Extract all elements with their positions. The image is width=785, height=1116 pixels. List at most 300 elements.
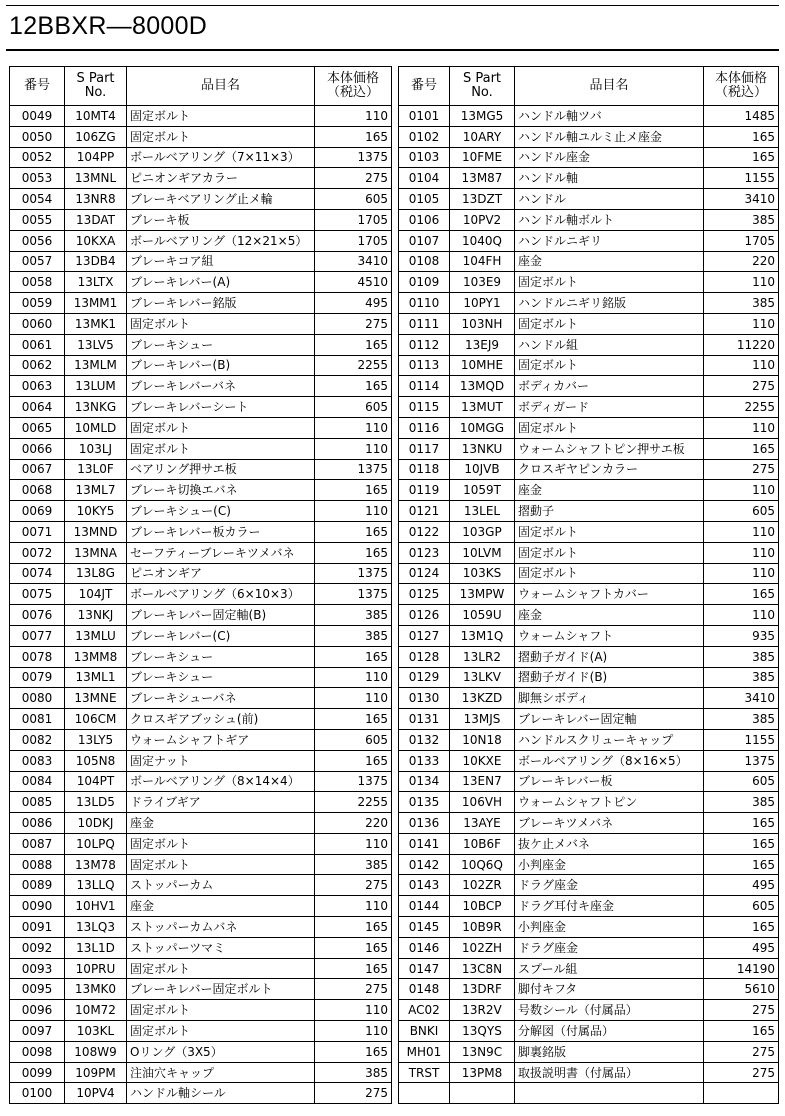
cell-part-no: 106CM — [65, 709, 127, 730]
header-price — [315, 67, 392, 106]
table-row — [10, 771, 392, 792]
header-part-no — [450, 67, 515, 106]
table-row — [399, 875, 779, 896]
cell-item-name: ブレーキシュー — [127, 646, 315, 667]
table-row — [10, 917, 392, 938]
cell-number: 0108 — [399, 251, 450, 272]
table-row — [399, 168, 779, 189]
table-row — [399, 584, 779, 605]
header-price-line1: 本体価格 — [714, 70, 767, 86]
cell-number: 0130 — [399, 688, 450, 709]
cell-part-no: 13MPW — [450, 584, 515, 605]
cell-part-no: 10DKJ — [65, 813, 127, 834]
cell-item-name: ウォームシャフト — [515, 625, 704, 646]
cell-number: 0106 — [399, 209, 450, 230]
cell-number: 0133 — [399, 750, 450, 771]
cell-part-no: 105N8 — [65, 750, 127, 771]
table-row — [10, 397, 392, 418]
cell-part-no: 13M78 — [65, 854, 127, 875]
cell-number: TRST — [399, 1062, 450, 1083]
table-row — [10, 106, 392, 127]
cell-item-name: ボールベアリング（8×16×5） — [515, 750, 704, 771]
cell-part-no: 13MM8 — [65, 646, 127, 667]
cell-part-no: 13LTX — [65, 272, 127, 293]
cell-number — [399, 1083, 450, 1104]
table-row — [399, 937, 779, 958]
cell-number: AC02 — [399, 1000, 450, 1021]
cell-price: 1485 — [704, 106, 779, 127]
cell-part-no: 13MK1 — [65, 313, 127, 334]
header-price — [704, 67, 779, 106]
cell-number: 0095 — [10, 979, 65, 1000]
cell-price: 110 — [704, 563, 779, 584]
cell-item-name: ドラグ座金 — [515, 875, 704, 896]
cell-number: 0124 — [399, 563, 450, 584]
cell-number: 0099 — [10, 1062, 65, 1083]
cell-part-no: 10FME — [450, 147, 515, 168]
cell-item-name: ハンドル — [515, 189, 704, 210]
cell-number: 0054 — [10, 189, 65, 210]
cell-item-name: ボールベアリング（7×11×3） — [127, 147, 315, 168]
table-row — [399, 1021, 779, 1042]
cell-item-name: ブレーキレバーバネ — [127, 376, 315, 397]
cell-number: 0056 — [10, 230, 65, 251]
cell-price: 385 — [315, 1062, 392, 1083]
cell-number: 0135 — [399, 792, 450, 813]
cell-part-no: 13MJS — [450, 709, 515, 730]
cell-number: 0098 — [10, 1041, 65, 1062]
cell-price: 1705 — [315, 230, 392, 251]
table-row — [10, 896, 392, 917]
cell-part-no: 103E9 — [450, 272, 515, 293]
cell-item-name: ハンドルニギリ銘版 — [515, 293, 704, 314]
cell-part-no: 103GP — [450, 521, 515, 542]
cell-part-no: 13LV5 — [65, 334, 127, 355]
table-row — [10, 126, 392, 147]
cell-price: 165 — [315, 958, 392, 979]
page-title: 12BBXR—8000D — [9, 12, 208, 40]
cell-part-no: 103LJ — [65, 438, 127, 459]
cell-item-name: ハンドル座金 — [515, 147, 704, 168]
cell-price: 165 — [315, 521, 392, 542]
table-row — [399, 209, 779, 230]
cell-number: 0104 — [399, 168, 450, 189]
cell-price: 165 — [315, 334, 392, 355]
cell-part-no: 13NR8 — [65, 189, 127, 210]
cell-price: 220 — [315, 813, 392, 834]
table-row — [399, 854, 779, 875]
table-row — [399, 480, 779, 501]
cell-number: 0143 — [399, 875, 450, 896]
cell-item-name: 摺動子ガイド(B) — [515, 667, 704, 688]
cell-part-no: 104FH — [450, 251, 515, 272]
table-row — [399, 625, 779, 646]
cell-item-name: 脚付キフタ — [515, 979, 704, 1000]
cell-price: 605 — [704, 896, 779, 917]
cell-part-no: 104JT — [65, 584, 127, 605]
cell-number: 0112 — [399, 334, 450, 355]
header-item-name: 品目名 — [515, 67, 704, 106]
cell-price: 605 — [315, 189, 392, 210]
cell-part-no: 10PRU — [65, 958, 127, 979]
cell-item-name: ブレーキ板 — [127, 209, 315, 230]
cell-price: 275 — [315, 168, 392, 189]
cell-number: 0103 — [399, 147, 450, 168]
cell-item-name: 固定ボルト — [515, 313, 704, 334]
header-price-line2: （税込） — [714, 85, 767, 100]
cell-item-name: 号数シール（付属品） — [515, 1000, 704, 1021]
cell-item-name: ブレーキレバーシート — [127, 397, 315, 418]
cell-item-name: ボディガード — [515, 397, 704, 418]
cell-price: 110 — [315, 1000, 392, 1021]
cell-number: 0100 — [10, 1083, 65, 1104]
table-row — [399, 646, 779, 667]
table-row — [399, 459, 779, 480]
cell-price: 110 — [315, 667, 392, 688]
parts-table-right — [398, 66, 779, 1104]
table-row — [399, 605, 779, 626]
cell-part-no: 10KY5 — [65, 501, 127, 522]
table-row — [399, 397, 779, 418]
cell-number: 0105 — [399, 189, 450, 210]
cell-number: 0065 — [10, 417, 65, 438]
cell-item-name: 固定ボルト — [515, 563, 704, 584]
table-row — [399, 792, 779, 813]
cell-number: BNKI — [399, 1021, 450, 1042]
table-row — [399, 272, 779, 293]
cell-part-no: 13ML1 — [65, 667, 127, 688]
cell-price: 165 — [704, 438, 779, 459]
cell-number: 0122 — [399, 521, 450, 542]
cell-item-name: 抜ケ止メバネ — [515, 833, 704, 854]
table-row — [10, 625, 392, 646]
cell-part-no: 13M87 — [450, 168, 515, 189]
table-row — [399, 896, 779, 917]
parts-table-left — [9, 66, 392, 1104]
cell-number: 0101 — [399, 106, 450, 127]
table-row — [10, 189, 392, 210]
cell-part-no: 13MND — [65, 521, 127, 542]
cell-price: 2255 — [315, 792, 392, 813]
cell-part-no: 13LQ3 — [65, 917, 127, 938]
cell-item-name: ドラグ座金 — [515, 937, 704, 958]
cell-price: 110 — [315, 106, 392, 127]
cell-price: 165 — [704, 1021, 779, 1042]
cell-price: 1375 — [315, 563, 392, 584]
cell-number: MH01 — [399, 1041, 450, 1062]
cell-part-no: 10PY1 — [450, 293, 515, 314]
cell-item-name: 座金 — [127, 896, 315, 917]
cell-number: 0063 — [10, 376, 65, 397]
cell-price: 110 — [704, 542, 779, 563]
cell-part-no: 13LD5 — [65, 792, 127, 813]
cell-price: 385 — [315, 605, 392, 626]
cell-item-name: 固定ボルト — [127, 126, 315, 147]
cell-item-name: ドライブギア — [127, 792, 315, 813]
cell-item-name: ブレーキレバー固定軸 — [515, 709, 704, 730]
cell-price: 110 — [315, 417, 392, 438]
cell-number: 0127 — [399, 625, 450, 646]
cell-number: 0107 — [399, 230, 450, 251]
table-row — [10, 230, 392, 251]
table-row — [399, 106, 779, 127]
cell-part-no: 13NKU — [450, 438, 515, 459]
table-row — [10, 417, 392, 438]
cell-price: 275 — [704, 1000, 779, 1021]
cell-part-no: 13MUT — [450, 397, 515, 418]
cell-number: 0111 — [399, 313, 450, 334]
cell-price: 165 — [315, 480, 392, 501]
cell-part-no: 13EN7 — [450, 771, 515, 792]
cell-price: 1375 — [315, 459, 392, 480]
cell-item-name: ハンドル軸ツバ — [515, 106, 704, 127]
cell-number: 0132 — [399, 729, 450, 750]
cell-price: 495 — [704, 937, 779, 958]
cell-part-no: 10KXA — [65, 230, 127, 251]
cell-part-no: 10Q6Q — [450, 854, 515, 875]
cell-item-name: 固定ボルト — [515, 542, 704, 563]
cell-number: 0134 — [399, 771, 450, 792]
cell-price: 275 — [315, 313, 392, 334]
cell-number: 0136 — [399, 813, 450, 834]
cell-price: 275 — [315, 979, 392, 1000]
cell-price: 4510 — [315, 272, 392, 293]
cell-item-name: ウォームシャフトカバー — [515, 584, 704, 605]
table-row — [399, 334, 779, 355]
table-row — [399, 417, 779, 438]
cell-part-no: 13NKG — [65, 397, 127, 418]
cell-part-no: 10MT4 — [65, 106, 127, 127]
cell-price: 1375 — [704, 750, 779, 771]
cell-item-name: 座金 — [515, 251, 704, 272]
table-row — [399, 147, 779, 168]
cell-part-no: 13EJ9 — [450, 334, 515, 355]
cell-item-name: 固定ボルト — [515, 417, 704, 438]
cell-part-no: 13L0F — [65, 459, 127, 480]
table-row — [10, 334, 392, 355]
table-row — [399, 438, 779, 459]
cell-price: 11220 — [704, 334, 779, 355]
header-price-line1: 本体価格 — [326, 70, 379, 86]
cell-price: 385 — [704, 646, 779, 667]
cell-price: 935 — [704, 625, 779, 646]
cell-part-no: 13R2V — [450, 1000, 515, 1021]
cell-price: 385 — [315, 854, 392, 875]
cell-part-no: 106VH — [450, 792, 515, 813]
header-part-line1: S Part — [462, 70, 502, 86]
cell-number: 0114 — [399, 376, 450, 397]
header-row — [10, 67, 392, 106]
cell-number: 0069 — [10, 501, 65, 522]
cell-number: 0075 — [10, 584, 65, 605]
cell-number: 0123 — [399, 542, 450, 563]
cell-number: 0083 — [10, 750, 65, 771]
cell-number: 0077 — [10, 625, 65, 646]
cell-item-name: ブレーキレバー(A) — [127, 272, 315, 293]
table-row — [10, 209, 392, 230]
table-row — [399, 542, 779, 563]
cell-number: 0060 — [10, 313, 65, 334]
cell-item-name: ハンドル軸ボルト — [515, 209, 704, 230]
cell-part-no: 13MK0 — [65, 979, 127, 1000]
table-row — [10, 584, 392, 605]
cell-item-name: ブレーキレバー板カラー — [127, 521, 315, 542]
table-row — [10, 605, 392, 626]
table-row — [10, 168, 392, 189]
cell-part-no: 13MQD — [450, 376, 515, 397]
table-row — [399, 189, 779, 210]
cell-part-no: 13AYE — [450, 813, 515, 834]
cell-number: 0113 — [399, 355, 450, 376]
table-row — [399, 355, 779, 376]
cell-item-name: 固定ボルト — [515, 521, 704, 542]
cell-item-name: ストッパーカムバネ — [127, 917, 315, 938]
cell-part-no: 104PT — [65, 771, 127, 792]
cell-item-name: 脚裏銘版 — [515, 1041, 704, 1062]
cell-number: 0084 — [10, 771, 65, 792]
cell-item-name: 分解図（付属品） — [515, 1021, 704, 1042]
cell-item-name: スプール組 — [515, 958, 704, 979]
cell-item-name: ハンドルスクリューキャップ — [515, 729, 704, 750]
cell-price: 165 — [315, 750, 392, 771]
cell-price: 110 — [315, 1021, 392, 1042]
cell-part-no: 10HV1 — [65, 896, 127, 917]
cell-price: 220 — [704, 251, 779, 272]
cell-part-no: 13C8N — [450, 958, 515, 979]
cell-number: 0121 — [399, 501, 450, 522]
table-row — [10, 1083, 392, 1104]
cell-price: 165 — [315, 126, 392, 147]
table-row — [10, 792, 392, 813]
cell-price: 605 — [704, 501, 779, 522]
cell-part-no: 10MHE — [450, 355, 515, 376]
cell-number: 0115 — [399, 397, 450, 418]
cell-number: 0062 — [10, 355, 65, 376]
table-row — [10, 750, 392, 771]
cell-number: 0116 — [399, 417, 450, 438]
cell-number: 0144 — [399, 896, 450, 917]
cell-part-no: 10MGG — [450, 417, 515, 438]
cell-item-name: 摺動子 — [515, 501, 704, 522]
cell-part-no: 102ZR — [450, 875, 515, 896]
cell-number: 0081 — [10, 709, 65, 730]
cell-part-no: 13DAT — [65, 209, 127, 230]
table-row — [399, 521, 779, 542]
cell-item-name: ブレーキシュー — [127, 667, 315, 688]
cell-item-name: ピニオンギア — [127, 563, 315, 584]
cell-number: 0089 — [10, 875, 65, 896]
cell-price: 110 — [315, 688, 392, 709]
table-row — [10, 521, 392, 542]
cell-number: 0061 — [10, 334, 65, 355]
top-rule — [6, 5, 779, 6]
table-row — [10, 729, 392, 750]
cell-number: 0118 — [399, 459, 450, 480]
cell-price: 3410 — [704, 189, 779, 210]
cell-item-name: ハンドル軸シール — [127, 1083, 315, 1104]
cell-price: 2255 — [315, 355, 392, 376]
cell-item-name: ストッパーツマミ — [127, 937, 315, 958]
table-row — [10, 293, 392, 314]
cell-price: 110 — [704, 417, 779, 438]
cell-part-no: 13LUM — [65, 376, 127, 397]
cell-price: 495 — [704, 875, 779, 896]
table-row — [10, 459, 392, 480]
cell-price: 1705 — [704, 230, 779, 251]
cell-item-name: クロスギヤピンカラー — [515, 459, 704, 480]
cell-price: 110 — [315, 438, 392, 459]
cell-item-name: ブレーキレバー(C) — [127, 625, 315, 646]
cell-part-no: 13MNA — [65, 542, 127, 563]
cell-part-no: 10ARY — [450, 126, 515, 147]
table-row — [10, 958, 392, 979]
cell-item-name: ウォームシャフトピン押サエ板 — [515, 438, 704, 459]
cell-price — [704, 1083, 779, 1104]
table-row — [399, 813, 779, 834]
table-row — [10, 667, 392, 688]
cell-part-no: 104PP — [65, 147, 127, 168]
table-row — [399, 1083, 779, 1104]
cell-item-name: 固定ボルト — [127, 1000, 315, 1021]
cell-number: 0059 — [10, 293, 65, 314]
cell-part-no: 13DRF — [450, 979, 515, 1000]
cell-item-name: ブレーキシューバネ — [127, 688, 315, 709]
header-part-line1: S Part — [76, 70, 115, 86]
table-row — [399, 1000, 779, 1021]
table-row — [10, 937, 392, 958]
cell-number: 0066 — [10, 438, 65, 459]
cell-price: 605 — [315, 729, 392, 750]
cell-number: 0102 — [399, 126, 450, 147]
cell-number: 0050 — [10, 126, 65, 147]
cell-price: 605 — [704, 771, 779, 792]
cell-part-no: 103KL — [65, 1021, 127, 1042]
cell-price: 110 — [315, 833, 392, 854]
cell-item-name: クロスギアブッシュ(前) — [127, 709, 315, 730]
table-row — [10, 688, 392, 709]
cell-number: 0091 — [10, 917, 65, 938]
table-row — [399, 563, 779, 584]
cell-price: 165 — [704, 813, 779, 834]
cell-part-no: 106ZG — [65, 126, 127, 147]
cell-price: 2255 — [704, 397, 779, 418]
cell-number: 0078 — [10, 646, 65, 667]
cell-part-no: 10BCP — [450, 896, 515, 917]
cell-item-name: 固定ボルト — [127, 438, 315, 459]
header-part-no — [65, 67, 127, 106]
cell-item-name: ブレーキベアリング止メ輪 — [127, 189, 315, 210]
cell-part-no: 13DZT — [450, 189, 515, 210]
cell-part-no: 13L1D — [65, 937, 127, 958]
cell-price: 165 — [704, 584, 779, 605]
cell-price: 1705 — [315, 209, 392, 230]
cell-item-name: 座金 — [515, 605, 704, 626]
cell-part-no: 13LLQ — [65, 875, 127, 896]
cell-item-name: ブレーキレバー固定ボルト — [127, 979, 315, 1000]
cell-part-no — [450, 1083, 515, 1104]
table-row — [10, 1021, 392, 1042]
cell-item-name: 固定ボルト — [127, 833, 315, 854]
table-row — [10, 813, 392, 834]
table-row — [399, 230, 779, 251]
cell-number: 0071 — [10, 521, 65, 542]
cell-item-name: ウォームシャフトピン — [515, 792, 704, 813]
table-row — [10, 438, 392, 459]
cell-number: 0145 — [399, 917, 450, 938]
table-row — [399, 979, 779, 1000]
cell-price: 165 — [704, 833, 779, 854]
cell-part-no: 13MLU — [65, 625, 127, 646]
